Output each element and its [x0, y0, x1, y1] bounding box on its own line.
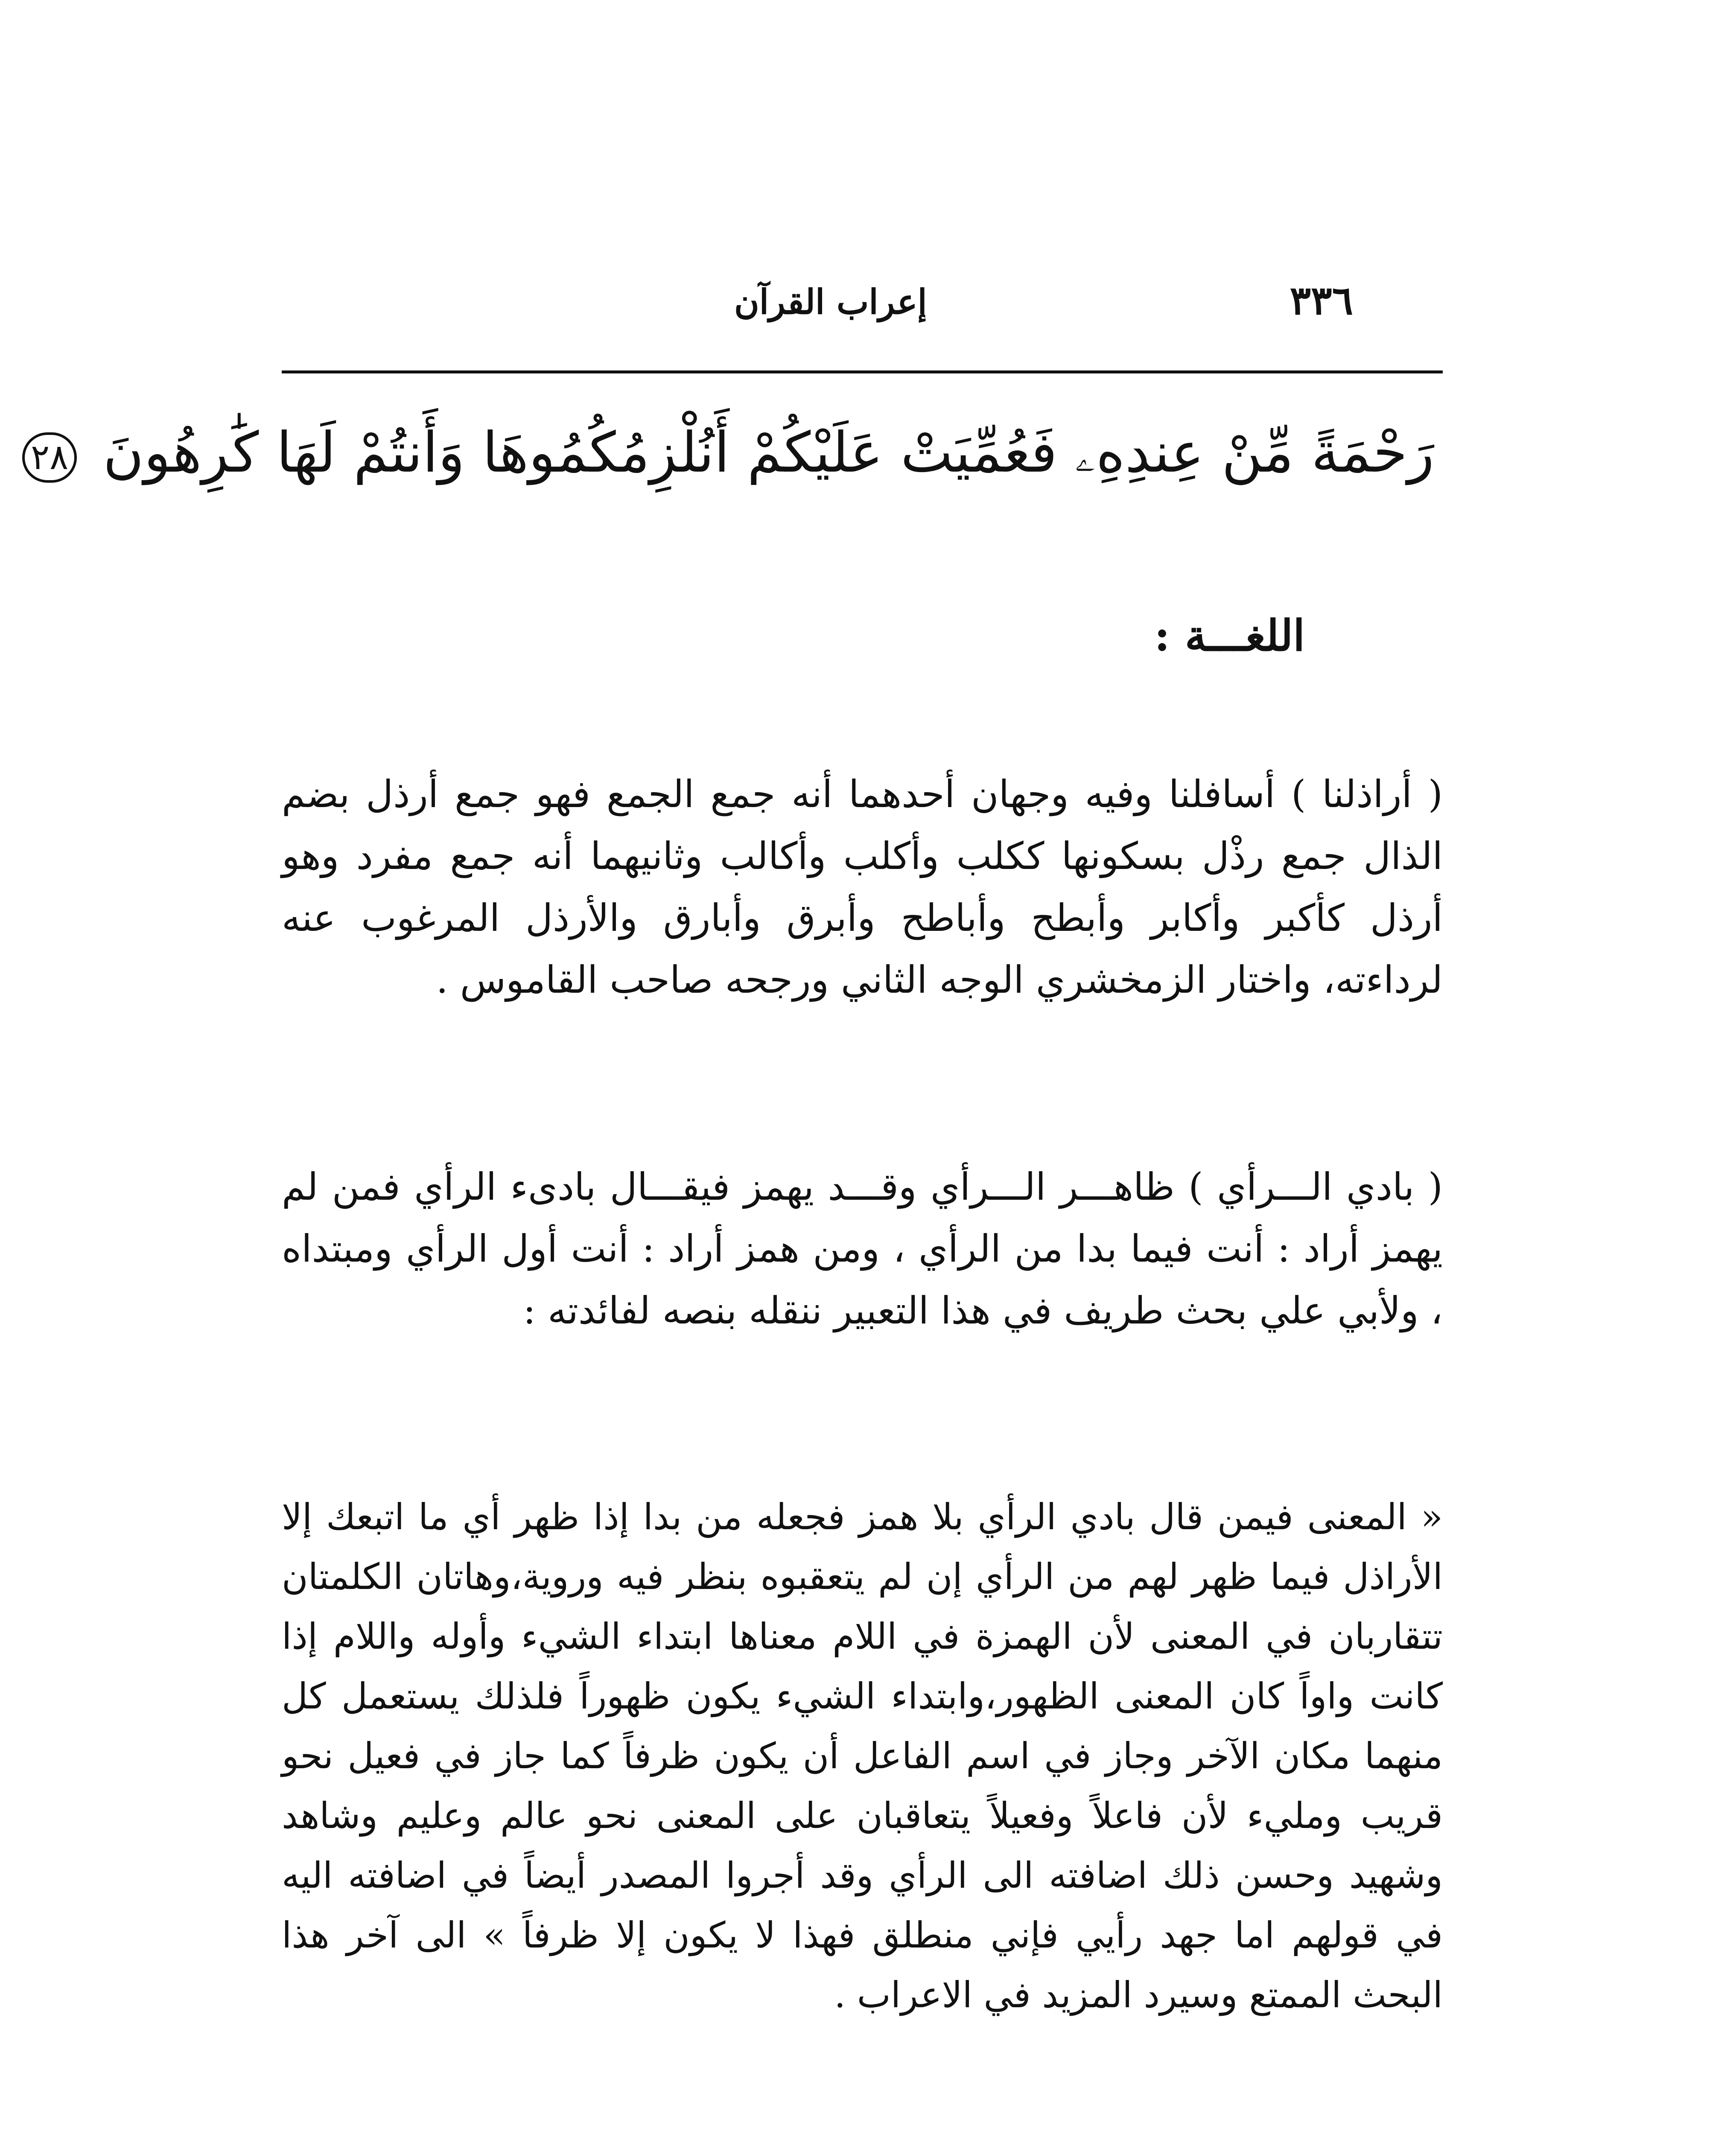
page-header: [286, 273, 1438, 333]
paragraph-araadhil: ( أراذلنا ) أسافلنا وفيه وجهان أحدهما أنه جمع الجمع فهو جمع أرذل بضم الذال جمع رذْل بسكونها ككلب وأكلب وأكالب وثانيهما أنه جمع مفرد وهو أرذل كأكبر وأكابر وأبطح وأباطح وأبرق وأبارق والأرذل المرغوب عنه لرداءته، واختار الزمخشري الوجه الثاني ورجحه صاحب القاموس .: [282, 772, 1443, 1002]
book-title: إعراب القرآن: [734, 282, 927, 322]
verse-number-marker: ٢٨: [22, 432, 77, 483]
paragraph-badi-al-ray: ( بادي الـــرأي ) ظاهـــر الـــرأي وقـــد يهمز فيقـــال بادىء الرأي فمن لم يهمز أراد : أنت فيما بدا من الرأي ، ومن همز أراد : أنت أول الرأي ومبتداه ، ولأبي علي بحث طريف في هذا التعبير ننقله بنصه لفائدته :: [282, 1165, 1443, 1332]
paragraph-abu-ali-quote: « المعنى فيمن قال بادي الرأي بلا همز فجعله من بدا إذا ظهر أي ما اتبعك إلا الأراذل فيما ظهر لهم من الرأي إن لم يتعقبوه بنظر فيه وروية،وهاتان الكلمتان تتقاربان في المعنى لأن الهمزة في اللام معناها ابتداء الشيء وأوله واللام إذا كانت واواً كان المعنى الظهور،وابتداء الشيء يكون ظهوراً فلذلك يستعمل كل منهما مكان الآخر وجاز في اسم الفاعل أن يكون ظرفاً كما جاز في فعيل نحو قريب ومليء لأن فاعلاً وفعيلاً يتعاقبان على المعنى نحو عالم وعليم وشاهد وشهيد وحسن ذلك اضافته الى الرأي وقد أجروا المصدر أيضاً في اضافته اليه في قولهم اما جهد رأيي فإني منطلق فهذا لا يكون إلا ظرفاً » الى آخر هذا البحث الممتع وسيرد المزيد في الاعراب .: [282, 1496, 1443, 2016]
section-heading: اللغـــة :: [1154, 610, 1305, 661]
page-number: ٣٣٦: [1290, 277, 1353, 324]
header-divider: [282, 370, 1443, 373]
quran-verse: [31, 397, 1434, 508]
verse-text: رَحْمَةً مِّنْ عِندِهِۦ فَعُمِّيَتْ عَلَيْكُمْ أَنُلْزِمُكُمُوهَا وَأَنتُمْ لَهَا كَٰرِهُونَ: [103, 420, 1434, 485]
